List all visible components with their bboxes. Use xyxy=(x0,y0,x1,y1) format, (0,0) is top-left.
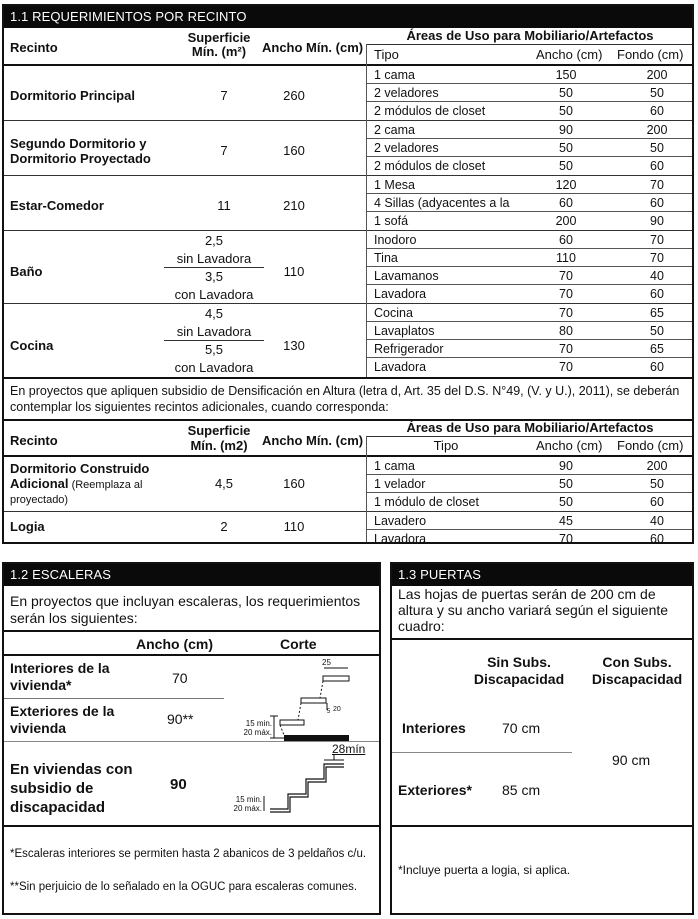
riser-line xyxy=(320,681,323,698)
room-ancho: 260 xyxy=(283,88,305,103)
item-fondo: 200 xyxy=(646,123,668,137)
item-fondo: 60 xyxy=(650,287,664,301)
item-row xyxy=(366,121,692,139)
item-fondo: 65 xyxy=(650,342,664,356)
room-superficie: 2 xyxy=(220,519,228,534)
footnote-logia: *Incluye puerta a logia, si aplica. xyxy=(398,863,571,877)
item-fondo: 60 xyxy=(650,495,664,509)
item-fondo: 50 xyxy=(650,477,664,491)
room-name: Cocina xyxy=(10,338,54,353)
tread-dimension-label: 25 xyxy=(322,658,331,667)
room-superficie: 11 xyxy=(217,198,231,213)
room-superficie-split xyxy=(164,305,264,376)
footnote-ogu: **Sin perjuicio de lo señalado en la OGUC para escaleras comunes. xyxy=(10,881,358,893)
room-name-l1: Segundo Dormitorio y xyxy=(10,136,147,151)
item-fondo: 50 xyxy=(650,86,664,100)
header-recinto: Recinto xyxy=(10,433,58,448)
row-label-l3: discapacidad xyxy=(10,799,106,816)
step xyxy=(301,698,326,703)
header-tipo: Tipo xyxy=(374,47,399,62)
header-superficie-l1: Superficie xyxy=(187,30,251,45)
riser-min: 15 min. xyxy=(245,719,272,728)
room-ancho: 110 xyxy=(283,264,305,279)
tread-min-label: 28mín xyxy=(332,742,366,756)
row-value-interiores: 70 cm xyxy=(502,720,541,736)
section-title: 1.1 REQUERIMIENTOS POR RECINTO xyxy=(4,6,692,28)
item-row xyxy=(366,139,692,157)
row-label xyxy=(10,660,110,694)
item-row xyxy=(366,212,692,230)
item-fondo: 200 xyxy=(646,459,668,473)
step xyxy=(280,720,304,725)
riser-min: 15 min. xyxy=(235,795,262,804)
room-name: Dormitorio Principal xyxy=(10,88,135,103)
divider xyxy=(4,377,692,379)
densificacion-note: En proyectos que apliquen subsidio de Densificación en Altura (letra d, Art. 35 del D.S. N°49, (V. y U.), 2011), se deberán contemplar los siguientes recintos adicionales, cuando corresponda: xyxy=(10,384,680,414)
row-value: 70 xyxy=(172,670,188,686)
item-tipo: 2 módulos de closet xyxy=(374,104,486,118)
room-name xyxy=(10,136,151,166)
row-label-l1: Interiores de la xyxy=(10,660,110,676)
item-fondo: 60 xyxy=(650,196,664,210)
item-tipo: Lavadora xyxy=(374,532,427,546)
row-label-interiores: Interiores xyxy=(402,720,466,736)
divider xyxy=(4,698,224,699)
room-ancho: 160 xyxy=(283,476,305,491)
item-fondo: 65 xyxy=(650,306,664,320)
sup-sin-value: 4,5 xyxy=(204,306,224,321)
section-title: 1.3 PUERTAS xyxy=(392,564,692,586)
divider xyxy=(4,741,379,742)
header-con-subsidio xyxy=(582,654,692,688)
item-tipo: 1 velador xyxy=(374,477,426,491)
riser-range-label xyxy=(224,719,272,737)
item-ancho: 70 xyxy=(559,269,573,283)
item-tipo: Lavadero xyxy=(374,514,427,528)
item-ancho: 70 xyxy=(559,532,573,546)
header-con-l1: Con Subs. xyxy=(602,654,672,670)
header-fondo-cm: Fondo (cm) xyxy=(617,438,684,453)
item-tipo: Lavaplatos xyxy=(374,324,435,338)
riser-max: 20 máx. xyxy=(233,804,262,813)
section-title: 1.2 ESCALERAS xyxy=(4,564,379,586)
item-row xyxy=(366,457,692,475)
item-ancho: 45 xyxy=(559,514,573,528)
item-row xyxy=(366,322,692,340)
sup-con-value: 5,5 xyxy=(204,342,224,357)
item-row xyxy=(366,102,692,120)
item-ancho: 80 xyxy=(559,324,573,338)
section-requerimientos-por-recinto xyxy=(2,4,694,544)
item-row xyxy=(366,267,692,285)
item-ancho: 70 xyxy=(559,287,573,301)
row-label xyxy=(10,760,133,817)
item-ancho: 50 xyxy=(559,86,573,100)
item-ancho: 70 xyxy=(559,342,573,356)
room-superficie: 7 xyxy=(220,143,228,158)
item-tipo: 2 veladores xyxy=(374,86,439,100)
footnote-interiores: *Escaleras interiores se permiten hasta 2 abanicos de 3 peldaños c/u. xyxy=(10,848,367,860)
room-superficie: 7 xyxy=(220,88,228,103)
room-superficie-split xyxy=(164,232,264,303)
item-fondo: 50 xyxy=(650,324,664,338)
item-tipo: 1 cama xyxy=(374,68,415,82)
row-label-l2: vivienda xyxy=(10,720,67,736)
item-fondo: 70 xyxy=(650,251,664,265)
item-row xyxy=(366,475,692,493)
sup-con-value: 3,5 xyxy=(204,269,224,284)
header-superficie-l1: Superficie xyxy=(187,423,251,438)
room-name: Logia xyxy=(10,519,45,534)
row-label-exteriores: Exteriores* xyxy=(398,782,472,798)
item-ancho: 50 xyxy=(559,141,573,155)
item-row xyxy=(366,493,692,511)
stair-profile xyxy=(270,764,344,809)
row-value-exteriores: 85 cm xyxy=(502,782,541,798)
nosing-v-label: 5 xyxy=(327,709,331,715)
sup-sin-label: sin Lavadora xyxy=(164,250,264,269)
item-ancho: 50 xyxy=(559,159,573,173)
item-tipo: 2 cama xyxy=(374,123,415,137)
header-sin-subsidio xyxy=(464,654,574,688)
item-row xyxy=(366,176,692,194)
item-tipo: Cocina xyxy=(374,306,413,320)
header-ancho-cm: Ancho (cm) xyxy=(536,47,603,62)
item-row xyxy=(366,194,692,212)
item-tipo: Lavamanos xyxy=(374,269,439,283)
item-fondo: 60 xyxy=(650,104,664,118)
item-ancho: 200 xyxy=(555,214,577,228)
item-row xyxy=(366,340,692,358)
room-name: Baño xyxy=(10,264,43,279)
item-row xyxy=(366,358,692,376)
item-tipo: 2 veladores xyxy=(374,141,439,155)
item-tipo: 1 cama xyxy=(374,459,415,473)
section-puertas xyxy=(390,562,694,915)
room-name-note-l2: proyectado) xyxy=(10,494,69,506)
room-name-l2: Dormitorio Proyectado xyxy=(10,151,151,166)
item-row xyxy=(366,530,692,548)
room-name-note: (Reemplaza al xyxy=(68,479,143,491)
header-sin-l2: Discapacidad xyxy=(473,671,565,687)
item-tipo: Refrigerador xyxy=(374,342,444,356)
item-tipo: 1 Mesa xyxy=(374,178,415,192)
item-fondo: 60 xyxy=(650,532,664,546)
item-row xyxy=(366,157,692,175)
item-tipo: 1 módulo de closet xyxy=(374,495,479,509)
row-value: 90 xyxy=(170,776,187,793)
sup-con-label: con Lavadora xyxy=(174,286,254,302)
item-ancho: 60 xyxy=(559,196,573,210)
item-row xyxy=(366,231,692,249)
header-superficie xyxy=(164,31,274,59)
item-fondo: 40 xyxy=(650,269,664,283)
item-ancho: 150 xyxy=(555,68,577,82)
header-areas-de-uso: Áreas de Uso para Mobiliario/Artefactos xyxy=(406,420,654,435)
header-superficie-l2: Mín. (m2) xyxy=(190,438,248,453)
item-fondo: 50 xyxy=(650,141,664,155)
room-superficie: 4,5 xyxy=(214,476,234,491)
header-sin-l1: Sin Subs. xyxy=(487,654,551,670)
item-tipo: 4 Sillas (adyacentes a la xyxy=(374,196,510,210)
item-ancho: 90 xyxy=(559,123,573,137)
riser-range-label xyxy=(214,795,262,813)
escaleras-intro: En proyectos que incluyan escaleras, los requerimientos serán los siguientes: xyxy=(10,593,361,626)
item-row xyxy=(366,512,692,530)
room-ancho: 160 xyxy=(283,143,305,158)
column-divider xyxy=(366,436,367,542)
item-fondo: 60 xyxy=(650,360,664,374)
room-name-l2: Adicional xyxy=(10,476,69,491)
item-fondo: 70 xyxy=(650,178,664,192)
item-tipo: 2 módulos de closet xyxy=(374,159,486,173)
item-ancho: 110 xyxy=(556,251,576,265)
sup-sin-value: 2,5 xyxy=(204,233,224,248)
item-row xyxy=(366,285,692,303)
puertas-intro: Las hojas de puertas serán de 200 cm de altura y su ancho variará según el siguiente cuadro: xyxy=(398,586,669,634)
room-name-l1: Dormitorio Construido xyxy=(10,461,150,476)
item-fondo: 60 xyxy=(650,159,664,173)
riser-line xyxy=(298,703,301,720)
header-ancho-min: Ancho Mín. (cm) xyxy=(262,433,364,448)
header-fondo-cm: Fondo (cm) xyxy=(617,47,684,62)
row-value: 90** xyxy=(167,711,194,727)
row-label-l2: subsidio de xyxy=(10,780,94,797)
item-tipo: Inodoro xyxy=(374,233,417,247)
item-ancho: 50 xyxy=(559,477,573,491)
divider xyxy=(4,630,379,632)
item-fondo: 40 xyxy=(650,514,664,528)
row-label-l2: vivienda* xyxy=(10,677,72,693)
row-label-l1: Exteriores de la xyxy=(10,703,115,719)
item-ancho: 70 xyxy=(559,306,573,320)
column-divider xyxy=(366,44,367,377)
item-ancho: 50 xyxy=(559,495,573,509)
divider xyxy=(392,638,692,640)
item-ancho: 60 xyxy=(559,233,573,247)
item-fondo: 90 xyxy=(650,214,664,228)
divider xyxy=(392,825,692,827)
con-subsidio-value: 90 cm xyxy=(612,752,651,768)
header-superficie xyxy=(164,423,274,453)
item-row xyxy=(366,66,692,84)
section-escaleras xyxy=(2,562,381,915)
header-tipo: Tipo xyxy=(433,438,459,453)
stair-profile-inner xyxy=(270,767,344,812)
item-fondo: 200 xyxy=(646,68,668,82)
header-corte: Corte xyxy=(280,636,317,652)
room-name xyxy=(10,461,149,508)
divider xyxy=(366,436,692,437)
header-con-l2: Discapacidad xyxy=(591,671,683,687)
item-ancho: 120 xyxy=(555,178,577,192)
header-ancho-cm: Ancho (cm) xyxy=(536,438,603,453)
riser-line xyxy=(280,725,284,735)
item-tipo: Lavadora xyxy=(374,287,427,301)
header-ancho-min: Ancho Mín. (cm) xyxy=(262,40,364,55)
item-tipo: 1 sofá xyxy=(374,214,409,228)
item-fondo: 70 xyxy=(650,233,664,247)
stair-section-diagram-discapacidad xyxy=(254,754,364,814)
header-recinto: Recinto xyxy=(10,40,58,55)
riser-max: 20 máx. xyxy=(243,728,272,737)
divider xyxy=(366,44,692,45)
header-superficie-l2: Mín. (m²) xyxy=(191,44,247,59)
header-areas-de-uso: Áreas de Uso para Mobiliario/Artefactos xyxy=(406,28,654,43)
item-tipo: Tina xyxy=(374,251,398,265)
item-tipo: Lavadora xyxy=(374,360,427,374)
item-ancho: 90 xyxy=(559,459,573,473)
sup-con-label: con Lavadora xyxy=(174,359,254,375)
item-row xyxy=(366,84,692,102)
room-ancho: 110 xyxy=(283,519,305,534)
step xyxy=(323,676,349,681)
divider xyxy=(4,825,379,827)
room-name: Estar-Comedor xyxy=(10,198,104,213)
item-ancho: 50 xyxy=(559,104,573,118)
row-label xyxy=(10,703,114,737)
item-ancho: 70 xyxy=(559,360,573,374)
nosing-label: 20 xyxy=(333,706,341,713)
sup-sin-label: sin Lavadora xyxy=(164,323,264,342)
item-row xyxy=(366,304,692,322)
item-row xyxy=(366,249,692,267)
header-ancho: Ancho (cm) xyxy=(136,636,213,652)
divider xyxy=(392,752,572,753)
room-ancho: 210 xyxy=(283,198,305,213)
row-label-l1: En viviendas con xyxy=(10,761,133,778)
room-ancho: 130 xyxy=(283,338,305,353)
